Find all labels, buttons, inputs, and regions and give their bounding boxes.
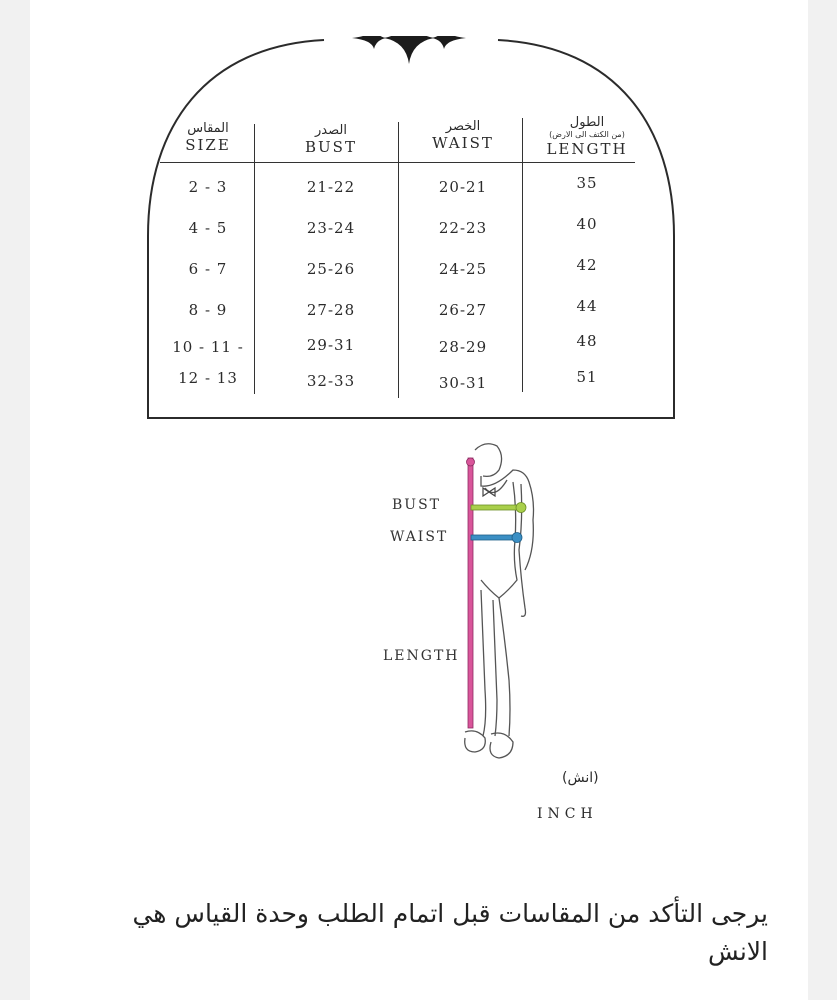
waist-cell: 28-29 — [438, 338, 488, 356]
bust-cell: 23-24 — [306, 219, 356, 237]
size-cell: 8 - 9 — [188, 301, 228, 319]
header-size-ar: المقاس — [187, 121, 229, 136]
waist-cell: 26-27 — [438, 301, 488, 319]
length-measure-line — [467, 458, 475, 728]
header-length-sub: (من الكتف الى الارض) — [549, 130, 625, 139]
length-cell: 44 — [576, 297, 598, 315]
column-waist — [408, 119, 518, 392]
size-cell: 10 - 11 - — [172, 338, 244, 356]
header-bust-ar: الصدر — [315, 123, 347, 138]
header-bust-en: BUST — [305, 138, 357, 156]
waist-cell: 20-21 — [438, 178, 488, 196]
waist-measure-line — [471, 533, 522, 543]
column-length — [532, 115, 642, 386]
length-cell: 42 — [576, 256, 598, 274]
size-cell: 6 - 7 — [188, 260, 228, 278]
header-size-en: SIZE — [185, 136, 231, 154]
length-cell: 35 — [576, 174, 598, 192]
bust-label: BUST — [392, 497, 442, 513]
bust-cell: 32-33 — [306, 372, 356, 390]
waist-cell: 22-23 — [438, 219, 488, 237]
size-cell: 12 - 13 — [178, 369, 238, 387]
column-divider — [254, 124, 255, 394]
bust-cell: 27-28 — [306, 301, 356, 319]
column-divider — [398, 122, 399, 398]
bust-cell: 29-31 — [306, 336, 356, 354]
bust-cell: 21-22 — [306, 178, 356, 196]
column-bust — [276, 123, 386, 390]
unit-label-ar: (انش) — [562, 770, 599, 786]
length-label: LENGTH — [383, 648, 460, 664]
bust-cell: 25-26 — [306, 260, 356, 278]
size-chart-card — [146, 36, 676, 420]
length-cell: 40 — [576, 215, 598, 233]
column-divider — [522, 118, 523, 392]
waist-cell: 24-25 — [438, 260, 488, 278]
waist-label: WAIST — [390, 529, 449, 545]
child-figure-illustration — [455, 440, 555, 770]
size-cell: 4 - 5 — [188, 219, 228, 237]
header-waist-ar: الخصر — [445, 119, 481, 134]
header-length-en: LENGTH — [546, 140, 628, 158]
column-size — [166, 121, 250, 387]
length-cell: 48 — [576, 332, 598, 350]
unit-label-en: INCH — [537, 806, 598, 822]
header-length-ar: الطول — [569, 115, 605, 130]
waist-cell: 30-31 — [438, 374, 488, 392]
sparkle-icon — [352, 36, 466, 64]
length-cell: 51 — [576, 368, 598, 386]
size-cell: 2 - 3 — [188, 178, 228, 196]
measurement-note: يرجى التأكد من المقاسات قبل اتمام الطلب وحدة القياس هي الانش — [132, 899, 768, 966]
header-waist-en: WAIST — [432, 134, 494, 152]
bust-measure-line — [471, 503, 526, 513]
